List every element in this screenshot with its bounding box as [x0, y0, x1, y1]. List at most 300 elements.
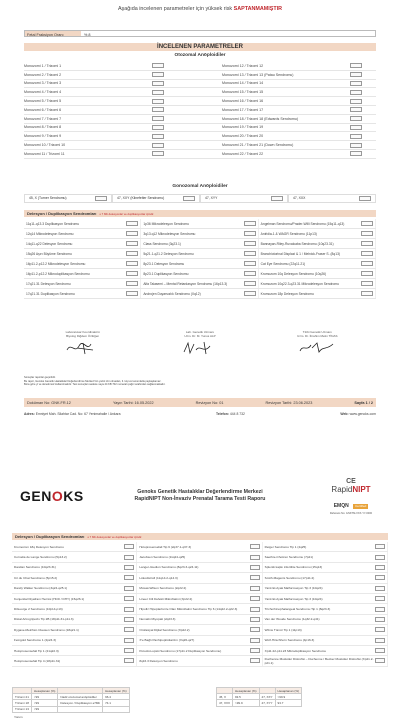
result-box — [250, 565, 260, 570]
deletion-label: Wolf-Hirschhorn Sendromu (4p16.3) — [264, 638, 315, 643]
result-box — [124, 617, 134, 622]
summary-cell: 47, XXY — [259, 694, 275, 700]
deletion-cell — [259, 259, 376, 268]
deletion-label: Class Sendromu (3q23.1) — [143, 241, 181, 246]
signature-role: Tıbbi Genetik Uzmanı — [302, 330, 332, 334]
deletion-table — [24, 219, 376, 299]
deletion-label: Aniridia-1 & WAGR Sendromu (11p13) — [260, 231, 317, 236]
otozomal-label: Monozomi 14 / Trizomi 14 — [222, 81, 264, 86]
otozomal-row — [24, 80, 376, 89]
deletion-cell — [259, 229, 376, 238]
result-box — [375, 575, 385, 580]
gonozomal-label: 45, X (Turner Sendromu) — [29, 196, 67, 200]
result-box — [152, 63, 164, 68]
deletion-label: Cat Eye Sendromu (22q11.21) — [260, 261, 306, 266]
otozomal-cell — [222, 132, 362, 140]
deletion-cell — [263, 552, 388, 561]
deletion-cell — [141, 249, 258, 258]
gonozomal-label: 47, XXX — [293, 196, 306, 200]
deletion-cell — [12, 552, 137, 561]
summary-cell: <99 — [31, 694, 58, 700]
result-box — [126, 291, 138, 296]
summary-cell: 93.7 — [275, 700, 302, 706]
deletion-label: 12q14 Mikrodelesyon Sendromu — [26, 231, 74, 236]
footer-address: Adres: Emniyet Mah. Silahtar Cad. No: 67 Yenimahalle / Ankara — [24, 412, 121, 416]
otozomal-cell — [24, 88, 164, 96]
summary-header: Hesaplanan (%) — [275, 688, 302, 694]
deletion-label: Lineer Cilt Defekti Mikroftalmi (Xp22.2) — [139, 596, 193, 601]
fetal-fraction-label: Fetal Fraksiyon Oranı — [25, 31, 81, 36]
result-box — [375, 607, 385, 612]
result-box — [375, 648, 385, 653]
deletion-label: Reiger Sendromu Tip 1 (4q25) — [264, 544, 307, 549]
result-box — [359, 196, 371, 201]
result-box — [250, 658, 260, 663]
section-title: İNCELENEN PARAMETRELER — [24, 43, 376, 51]
otozomal-label: Monozomi 13 / Trizomi 13 (Patau Sendromu) — [222, 72, 294, 77]
deletion-cell — [263, 646, 388, 655]
deletion-row — [12, 615, 388, 625]
otozomal-label: Monozomi 3 / Trizomi 3 — [24, 81, 62, 86]
gonozomal-title: Gonozomal Anöploidiler — [172, 184, 228, 189]
document-info-bar — [24, 398, 376, 407]
result-box — [244, 221, 256, 226]
deletion-label: Nemalin Miyopati (2q23.3) — [139, 617, 176, 622]
deletion-cell — [137, 604, 262, 613]
otozomal-cell — [24, 97, 164, 105]
report-page-2 — [0, 472, 400, 718]
result-box — [126, 281, 138, 286]
result-box — [124, 544, 134, 549]
deletion-cell — [12, 604, 137, 613]
otozomal-cell — [24, 71, 164, 79]
result-box — [152, 81, 164, 86]
certified-badge: Certified — [355, 504, 367, 508]
summary-header: Hesaplanan (%) — [103, 688, 130, 694]
report-title — [100, 489, 300, 503]
deletion-note-2: ≥ 7 Mb delesyonlar ve duplikasyonlar içindir. — [87, 535, 143, 539]
result-box — [361, 291, 373, 296]
result-statement-text: Aşağıda incelenen parametreler için yüksek risk — [117, 6, 233, 12]
result-box — [361, 271, 373, 276]
deletion-label: Dygave-Melchior-Clausen Sendromu (18q21.1) — [14, 627, 79, 632]
note-line: Bu rapor, Genoks Genetik Hastalıklar Değerlendirme Merkezi'nin yazılı izni olmadan, 3. kişi ve kurumlarla paylaşılamaz. — [24, 379, 162, 383]
summary-table-left — [12, 687, 130, 713]
deletion-cell — [137, 552, 262, 561]
summary-header: Hesaplanan (%) — [31, 688, 58, 694]
signature-role: Laboratuvar Koordinatörü — [65, 330, 100, 334]
otozomal-label: Monozomi 6 / Trizomi 6 — [24, 107, 62, 112]
handwritten-signature — [63, 340, 103, 356]
result-box — [350, 151, 362, 156]
deletion-cell — [12, 636, 137, 645]
deletion-cell — [24, 259, 141, 268]
deletion-row — [12, 646, 388, 656]
result-box — [244, 281, 256, 286]
deletion-row — [12, 604, 388, 614]
deletion-cell — [259, 269, 376, 278]
deletion-cell — [141, 269, 258, 278]
result-box — [361, 261, 373, 266]
deletion-label: Kromozom 18q Delesyon Sendromu — [14, 544, 64, 549]
otozomal-cell — [24, 150, 164, 158]
deletion-label: Androjen Duyarsızlık Sendromu (Xq12) — [143, 291, 201, 296]
issue-date: Yayın Tarihi: 16.05.2022 — [112, 400, 154, 405]
deletion-row — [12, 594, 388, 604]
deletion-cell — [12, 625, 137, 634]
result-box — [350, 107, 362, 112]
summary-cell: <99 — [31, 706, 58, 712]
deletion-label: 16p11.2-p12.2 Mikroduplikasyon Sendromu — [26, 271, 90, 276]
deletion-cell — [263, 584, 388, 593]
otozomal-label: Monozomi 4 / Trizomi 4 — [24, 90, 62, 95]
gonozomal-cell — [24, 194, 112, 203]
result-box — [375, 565, 385, 570]
deletion-cell — [259, 219, 376, 228]
result-box — [152, 151, 164, 156]
note-line: Bora göre yi ve denetimsiz kullanılmalıdır. Test sonuçları sadece vaya 44 KB 702 numaralı çağrı tarafından sağlanmaktadır. — [24, 383, 166, 387]
signature-block — [150, 330, 250, 356]
doc-number: Doküman No: GNK.FR.12 — [27, 400, 71, 405]
deletion-label: Van der Woude Sendromu (1q32.2-q41) — [264, 617, 320, 622]
deletion-cell — [137, 656, 262, 665]
fetal-fraction-row — [24, 30, 376, 37]
deletion-label: Kromozom 10q22.3-q23.31 Mikrodelesyon Sendromu — [260, 281, 339, 286]
deletion-label: Xp11.22-p11.23 Mikroduplikasyon Sendromu — [264, 648, 327, 653]
result-box — [350, 143, 362, 148]
result-box — [375, 555, 385, 560]
otozomal-cell — [222, 106, 362, 114]
result-box — [350, 72, 362, 77]
deletion-row — [12, 656, 388, 666]
deletion-cell — [259, 239, 376, 248]
otozomal-label: Monozomi 17 / Trizomi 17 — [222, 107, 264, 112]
deletion-cell — [12, 542, 137, 551]
otozomal-label: Monozomi 8 / Trizomi 8 — [24, 125, 62, 130]
deletion-cell — [24, 249, 141, 258]
otozomal-label: Monozomi 21 / Trizomi 21 (Down Sendromu) — [222, 143, 294, 148]
deletion-label: Holoprosensefali Tip 6 (2q37.1-q37.3) — [139, 544, 192, 549]
result-box — [124, 596, 134, 601]
deletion-label: Bannayan-Riley-Ruvalcaba Sendromu (10q23.31) — [260, 241, 334, 246]
deletion-label: Splenik kapkı infertilite Sendromu (15q13) — [264, 565, 323, 570]
result-box — [124, 586, 134, 591]
deletion-label: Holoprosensefali Tip 4 (18p11.31) — [14, 658, 61, 663]
deletion-label: X'e Bağlı Panhipopitüitarizm (Xq26-q27) — [139, 638, 195, 643]
result-box — [126, 261, 138, 266]
deletion-cell — [137, 584, 262, 593]
deletion-cell — [24, 279, 141, 288]
deletion-cell — [24, 239, 141, 248]
deletion-cell — [263, 615, 388, 624]
otozomal-cell — [24, 115, 164, 123]
result-box — [124, 555, 134, 560]
summary-cell: 96.4 — [103, 694, 130, 700]
signature-name: Uzm. Dr. M. Yunus ALP — [184, 334, 216, 338]
deletion-cell — [137, 594, 262, 603]
deletion-label: Saethre-Chotzen Sendromu (7p21) — [264, 555, 313, 560]
deletion-header-2 — [12, 533, 388, 540]
deletion-label: Potocki-Lupski Sendromu (17p11.2 Duplikasyon Sendromu) — [139, 648, 222, 653]
deletion-cell — [263, 604, 388, 613]
comment-label: Yorum — [14, 715, 23, 718]
result-box — [124, 638, 134, 643]
result-box — [152, 99, 164, 104]
deletion-label: Dandy Walker Sendromu (3q24-q25.1) — [14, 586, 68, 591]
otozomal-cell — [222, 150, 362, 158]
result-box — [375, 596, 385, 601]
deletion-cell — [141, 229, 258, 238]
rapidnipt-logo: RapidNIPT — [331, 485, 371, 494]
result-box — [124, 658, 134, 663]
result-box — [126, 221, 138, 226]
result-box — [124, 627, 134, 632]
deletion-cell — [137, 542, 262, 551]
ce-mark: CE — [346, 478, 356, 485]
deletion-cell — [12, 646, 137, 655]
deletion-label: 5q21.1-q21.2 Delesyon Sendromu — [143, 251, 194, 256]
result-box — [250, 586, 260, 591]
deletion-cell — [141, 259, 258, 268]
brand-block — [318, 478, 384, 515]
report-title-line2: RapidNIPT Non-İnvaziv Prenatal Tarama Testi Raporu — [134, 495, 266, 502]
result-box — [244, 231, 256, 236]
result-box — [375, 586, 385, 591]
result-box — [271, 196, 283, 201]
signature-role: Lab. Genetik Uzmanı — [185, 330, 215, 334]
page-number: Sayfa 1 / 2 — [354, 400, 373, 405]
deletion-label: Yarık El-Ayak Malformasyon Tip 3 (10q24) — [264, 596, 323, 601]
summary-cell: <99 — [31, 700, 58, 706]
otozomal-label: Monozomi 5 / Trizomi 5 — [24, 99, 62, 104]
result-box — [124, 565, 134, 570]
otozomal-label: Monozomi 15 / Trizomi 15 — [222, 90, 264, 95]
otozomal-label: Monozomi 22 / Trizomi 22 — [222, 151, 264, 156]
deletion-cell — [137, 573, 262, 582]
result-box — [152, 90, 164, 95]
deletion-label: Yarık El-Ayak Malformasyon Tip 3 (10q24) — [264, 586, 323, 591]
result-box — [250, 617, 260, 622]
deletion-cell — [137, 625, 262, 634]
deletion-row — [24, 289, 376, 299]
result-box — [124, 648, 134, 653]
otozomal-label: Monozomi 7 / Trizomi 7 — [24, 116, 62, 121]
deletion-label: 3q13.q12 Mikrodelesyon Sendromu — [143, 231, 196, 236]
deletion-cell — [24, 229, 141, 238]
otozomal-row — [24, 132, 376, 141]
deletion-cell — [259, 249, 376, 258]
result-statement — [0, 6, 400, 12]
deletion-cell — [263, 563, 388, 572]
result-box — [361, 251, 373, 256]
otozomal-label: Monozomi 16 / Trizomi 16 — [222, 99, 264, 104]
summary-cell: Trizomi 13 — [13, 706, 32, 712]
result-box — [244, 261, 256, 266]
report-title-line1: Genoks Genetik Hastalıklar Değerlendirme Merkezi — [137, 489, 263, 495]
deletion-row — [24, 249, 376, 259]
deletion-row — [12, 636, 388, 646]
summary-cell: 47, XYY — [259, 700, 275, 706]
deletion-label: Orofasiyal Dijital Sendromu (Xp22.2) — [139, 627, 190, 632]
result-box — [250, 544, 260, 549]
deletion-label: Smith-Magenis Sendromu (17p11.2) — [264, 575, 315, 580]
otozomal-label: Monozomi 2 / Trizomi 2 — [24, 72, 62, 77]
deletion-label: Lökodistrofi (11q14.2-q14.3) — [139, 575, 178, 580]
result-box — [250, 648, 260, 653]
deletion-cell — [24, 289, 141, 298]
deletion-row — [24, 229, 376, 239]
deletion-cell — [263, 656, 388, 665]
result-box — [152, 72, 164, 77]
deletion-label: Branchiotorinal Displazi & 1 / Melnick-Fraser S. (8q13) — [260, 251, 340, 256]
otozomal-row — [24, 115, 376, 124]
result-box — [375, 627, 385, 632]
deletion-label: Dandan Sendromu (10q23.31) — [14, 565, 56, 570]
deletion-cell — [263, 573, 388, 582]
genoks-logo: GENOKS — [20, 488, 84, 504]
handwritten-signature — [180, 340, 220, 356]
result-box — [361, 241, 373, 246]
result-box — [375, 658, 385, 663]
deletion-row — [24, 239, 376, 249]
result-box — [361, 221, 373, 226]
result-box — [126, 241, 138, 246]
deletion-title-2: Delesyon / Duplikasyon Sendromları — [15, 534, 85, 539]
summary-cell: 74.1 — [103, 700, 130, 706]
otozomal-label: Monozomi 20 / Trizomi 20 — [222, 134, 264, 139]
otozomal-row — [24, 62, 376, 71]
deletion-cell — [263, 594, 388, 603]
notes — [24, 376, 376, 387]
otozomal-row — [24, 124, 376, 133]
deletion-label: Mowat-Wilson Sendromu (2q22.2) — [139, 586, 187, 591]
result-box — [350, 125, 362, 130]
result-box — [350, 116, 362, 121]
summary-cell: Delesyon / Duplikasyon ≥7Mb — [58, 700, 103, 706]
result-box — [250, 555, 260, 560]
deletion-row — [12, 542, 388, 552]
gonozomal-row — [24, 194, 376, 203]
otozomal-cell — [222, 97, 362, 105]
otozomal-label: Monozomi 18 / Trizomi 18 (Edwards Sendromu) — [222, 116, 299, 121]
deletion-label: 17q21.31 Delesyon Sendromu — [26, 281, 71, 286]
gonozomal-cell — [112, 194, 200, 203]
deletion-cell — [12, 573, 137, 582]
otozomal-label: Monozomi 11 / Trizomi 11 — [24, 151, 65, 156]
deletion-label: Jacobsen Sendromu (11q24-q25) — [139, 555, 186, 560]
deletion-cell — [24, 219, 141, 228]
result-box — [350, 63, 362, 68]
otozomal-cell — [222, 115, 362, 123]
revision-number: Revizyon No: 01 — [195, 400, 224, 405]
summary-cell: Nadir otozomal anöploidiler — [58, 694, 103, 700]
summary-cell: Trizomi 18 — [13, 700, 32, 706]
result-box — [350, 134, 362, 139]
signatures — [24, 330, 376, 356]
deletion-label: Kromozom 18p Delesyon Sendromu — [260, 291, 314, 296]
result-box — [250, 638, 260, 643]
result-box — [375, 617, 385, 622]
summary-cell: 93.5 — [233, 694, 260, 700]
deletion-row — [24, 259, 376, 269]
summary-cell: 47, XXX — [217, 700, 233, 706]
otozomal-cell — [222, 124, 362, 132]
deletion-title: Delesyon / Duplikasyon Sendromları — [27, 211, 97, 216]
summary-cell: >99.9 — [233, 700, 260, 706]
result-box — [152, 125, 164, 130]
signature-block — [267, 330, 367, 356]
deletion-label: Distal Artrogripozis Tip 2B (18p11.31-p11.3) — [14, 617, 74, 622]
result-box — [350, 81, 362, 86]
summary-table-right — [216, 687, 302, 707]
deletion-label: Duchenne Musküler Distrofisi – Duchenne / Becker Musküler Distrofisi (Xp21.2-p21.1) — [264, 656, 374, 665]
deletion-label: DiGeorge 2 Sendromu (10p14-p13) — [14, 607, 63, 612]
deletion-label: Feingold Sendromu 1 (2p24.3) — [14, 638, 56, 643]
deletion-cell — [137, 563, 262, 572]
deletion-label: Wilms Tümör Tip 1 (11p13) — [264, 627, 302, 632]
handwritten-signature — [297, 340, 337, 356]
deletion-cell — [137, 646, 262, 655]
otozomal-cell — [222, 80, 362, 88]
result-box — [244, 271, 256, 276]
summary-cell — [58, 706, 103, 712]
deletion-row — [12, 552, 388, 562]
result-box — [183, 196, 195, 201]
deletion-row — [24, 269, 376, 279]
reference-number: Referans No: GNKTM-XXX-YY-0000 — [329, 512, 373, 515]
deletion-row — [12, 625, 388, 635]
result-box — [244, 251, 256, 256]
deletion-cell — [24, 269, 141, 278]
result-box — [250, 575, 260, 580]
result-box — [244, 291, 256, 296]
otozomal-cell — [222, 71, 362, 79]
deletion-label: Langer-Giedion Sendromu (8q23.3-q24.11) — [139, 565, 199, 570]
otozomal-cell — [24, 124, 164, 132]
result-box — [375, 638, 385, 643]
result-box — [361, 231, 373, 236]
deletion-label: Trichorhinophalangeal Sendromu Tip 1 (8q23.3) — [264, 607, 331, 612]
deletion-label: 8p23.1 Delesyon Sendromu — [143, 261, 185, 266]
deletion-label: Konjenital Diyafram Hernisi (HCD / DHY) (15q26.1) — [14, 596, 85, 601]
result-box — [152, 134, 164, 139]
result-box — [126, 231, 138, 236]
otozomal-label: Monozomi 12 / Trizomi 12 — [222, 63, 264, 68]
footer-phone: Telefon: 444 8 732 — [215, 412, 245, 416]
deletion-row — [12, 563, 388, 573]
otozomal-table — [24, 62, 376, 159]
deletion-label: Kromozom 10q Delesyon Sendromu (10q26) — [260, 271, 327, 276]
result-box — [250, 596, 260, 601]
summary-header: Hesaplanan (%) — [233, 688, 260, 694]
otozomal-cell — [24, 80, 164, 88]
gonozomal-cell — [288, 194, 376, 203]
footer-web[interactable]: Web: www.genoks.com — [340, 412, 376, 416]
deletion-row — [24, 279, 376, 289]
deletion-cell — [137, 636, 262, 645]
otozomal-cell — [222, 62, 362, 70]
otozomal-label: Monozomi 10 / Trizomi 10 — [24, 143, 66, 148]
deletion-label: 8q16.3 Delesyon Sendromu — [139, 658, 178, 663]
otozomal-cell — [24, 141, 164, 149]
result-box — [124, 575, 134, 580]
deletion-cell — [263, 636, 388, 645]
gonozomal-label: 47, XYY — [205, 196, 218, 200]
otozomal-title: Otozomal Anöploidiler — [174, 53, 226, 58]
deletion-cell — [259, 289, 376, 298]
result-box — [152, 143, 164, 148]
deletion-cell — [12, 615, 137, 624]
